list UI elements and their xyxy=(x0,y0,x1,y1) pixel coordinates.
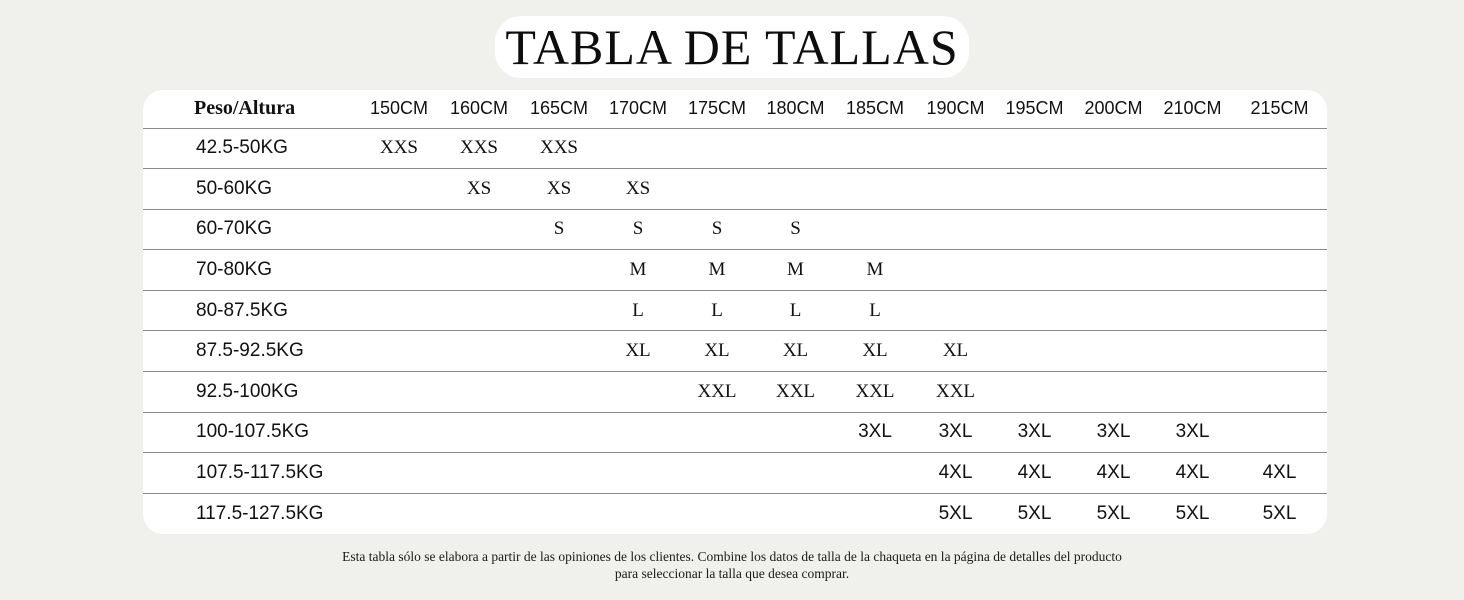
table-row xyxy=(143,372,1327,413)
size-cell: 3XL xyxy=(1017,421,1052,443)
table-row xyxy=(143,331,1327,372)
height-header: 160CM xyxy=(449,98,509,119)
size-cell xyxy=(995,290,1074,331)
height-header: 165CM xyxy=(529,98,589,119)
height-header: 200CM xyxy=(1084,98,1143,119)
size-cell: L xyxy=(869,299,881,321)
height-header: 195CM xyxy=(1005,98,1064,119)
size-cell xyxy=(1074,372,1153,413)
size-cell: XS xyxy=(625,177,651,199)
size-cell xyxy=(1232,169,1327,210)
size-cell xyxy=(916,290,995,331)
height-header: 190CM xyxy=(926,98,985,119)
disclaimer-line-2: para seleccionar la talla que desea comprar. xyxy=(614,566,850,581)
size-cell xyxy=(995,128,1074,169)
size-cell xyxy=(599,372,677,413)
height-header: 210CM xyxy=(1163,98,1222,119)
size-cell xyxy=(359,250,439,291)
size-cell xyxy=(834,169,916,210)
size-cell xyxy=(1153,169,1232,210)
size-cell xyxy=(757,453,834,494)
size-cell xyxy=(439,250,519,291)
size-cell: M xyxy=(787,259,804,281)
size-cell xyxy=(677,493,757,534)
size-cell: XXL xyxy=(855,380,895,402)
size-cell: XL xyxy=(625,340,651,362)
size-cell: 5XL xyxy=(1262,502,1297,524)
weight-label: 92.5-100KG xyxy=(196,380,299,402)
size-cell xyxy=(1153,250,1232,291)
size-cell xyxy=(359,209,439,250)
size-cell xyxy=(519,250,599,291)
size-cell: XL xyxy=(704,340,730,362)
size-cell xyxy=(1232,250,1327,291)
size-cell xyxy=(677,453,757,494)
size-cell xyxy=(1153,331,1232,372)
table-row xyxy=(143,453,1327,494)
size-cell: XXL xyxy=(935,380,976,402)
size-cell xyxy=(1232,331,1327,372)
weight-label: 117.5-127.5KG xyxy=(196,502,324,524)
size-cell: 3XL xyxy=(938,421,973,443)
height-header: 180CM xyxy=(766,98,825,119)
size-cell xyxy=(757,493,834,534)
table-row xyxy=(143,290,1327,331)
size-cell xyxy=(439,290,519,331)
size-cell xyxy=(677,128,757,169)
size-cell xyxy=(1153,209,1232,250)
size-cell xyxy=(519,453,599,494)
size-cell: XL xyxy=(862,340,888,362)
size-cell xyxy=(359,290,439,331)
disclaimer-note xyxy=(0,548,1464,582)
size-cell xyxy=(519,372,599,413)
height-header: 170CM xyxy=(608,98,668,119)
size-cell: 5XL xyxy=(1175,502,1210,524)
size-cell xyxy=(439,453,519,494)
size-cell xyxy=(599,128,677,169)
size-cell xyxy=(677,412,757,453)
height-header: 175CM xyxy=(687,98,747,119)
size-cell: 5XL xyxy=(1017,502,1052,524)
size-cell: XXS xyxy=(379,137,418,159)
size-cell: XL xyxy=(782,340,809,362)
size-cell xyxy=(359,331,439,372)
size-cell xyxy=(995,250,1074,291)
page-title: TABLA DE TALLAS xyxy=(495,16,968,78)
size-cell xyxy=(599,412,677,453)
size-cell: XXL xyxy=(775,380,816,402)
size-cell xyxy=(1153,372,1232,413)
size-cell xyxy=(439,412,519,453)
size-cell: 5XL xyxy=(1096,502,1131,524)
size-cell xyxy=(834,209,916,250)
weight-label: 70-80KG xyxy=(196,259,273,281)
size-cell xyxy=(1232,209,1327,250)
size-cell xyxy=(1074,250,1153,291)
disclaimer-line-1: Esta tabla sólo se elabora a partir de las opiniones de los clientes. Combine los datos de talla de la chaqueta en la página de detalles del producto xyxy=(342,549,1122,564)
height-header: 185CM xyxy=(845,98,905,119)
size-cell xyxy=(599,493,677,534)
size-cell xyxy=(359,372,439,413)
size-cell xyxy=(916,250,995,291)
corner-header: Peso/Altura xyxy=(194,97,296,120)
size-cell xyxy=(677,169,757,210)
size-cell: 4XL xyxy=(1096,462,1131,484)
size-cell xyxy=(1232,290,1327,331)
size-cell xyxy=(1153,128,1232,169)
table-row xyxy=(143,412,1327,453)
size-cell xyxy=(519,412,599,453)
size-cell: L xyxy=(711,299,723,321)
size-cell xyxy=(1153,290,1232,331)
weight-label: 80-87.5KG xyxy=(196,299,288,321)
size-cell: M xyxy=(866,259,884,281)
table-row xyxy=(143,128,1327,169)
size-cell xyxy=(359,412,439,453)
size-cell xyxy=(995,331,1074,372)
table-row xyxy=(143,250,1327,291)
size-cell: L xyxy=(789,299,802,321)
size-cell xyxy=(359,169,439,210)
size-cell xyxy=(439,493,519,534)
size-cell xyxy=(1232,128,1327,169)
size-cell xyxy=(995,209,1074,250)
table-row xyxy=(143,169,1327,210)
size-cell: XXL xyxy=(697,380,737,402)
size-cell: XL xyxy=(942,340,969,362)
size-cell xyxy=(439,331,519,372)
size-cell: M xyxy=(708,259,726,281)
size-cell xyxy=(439,209,519,250)
size-cell: S xyxy=(632,218,644,240)
table-row xyxy=(143,209,1327,250)
table-row xyxy=(143,493,1327,534)
weight-label: 107.5-117.5KG xyxy=(196,462,324,484)
size-cell: XS xyxy=(546,177,572,199)
size-cell: S xyxy=(790,218,801,240)
size-chart-card xyxy=(143,90,1327,534)
size-chart-table xyxy=(143,90,1327,534)
size-cell xyxy=(1232,372,1327,413)
table-body xyxy=(143,128,1327,534)
size-cell: XS xyxy=(466,177,492,199)
height-header: 150CM xyxy=(369,98,429,119)
size-cell xyxy=(439,372,519,413)
size-cell xyxy=(1074,290,1153,331)
size-cell: S xyxy=(711,218,723,240)
size-cell xyxy=(519,290,599,331)
size-cell: 3XL xyxy=(1175,421,1210,443)
table-header-row xyxy=(143,90,1327,128)
size-cell xyxy=(1074,331,1153,372)
weight-label: 87.5-92.5KG xyxy=(196,340,304,362)
size-cell xyxy=(916,209,995,250)
size-cell: S xyxy=(553,218,565,240)
size-cell: 5XL xyxy=(938,502,973,524)
size-cell: 4XL xyxy=(1262,462,1297,484)
size-cell xyxy=(834,493,916,534)
size-cell xyxy=(834,453,916,494)
size-cell: 4XL xyxy=(1175,462,1210,484)
size-cell: 4XL xyxy=(1017,462,1052,484)
size-cell xyxy=(757,412,834,453)
weight-label: 60-70KG xyxy=(196,218,273,240)
size-cell: 3XL xyxy=(858,421,892,443)
size-cell xyxy=(359,453,439,494)
size-cell xyxy=(995,372,1074,413)
size-cell xyxy=(916,128,995,169)
size-cell: XXS xyxy=(459,137,498,159)
size-cell xyxy=(1074,128,1153,169)
size-cell: L xyxy=(632,299,644,321)
size-cell xyxy=(757,169,834,210)
size-cell xyxy=(599,453,677,494)
size-cell xyxy=(519,493,599,534)
size-cell xyxy=(519,331,599,372)
size-cell: XXS xyxy=(539,137,578,159)
size-cell xyxy=(834,128,916,169)
weight-label: 42.5-50KG xyxy=(196,137,288,159)
size-cell xyxy=(1074,209,1153,250)
size-cell: 4XL xyxy=(938,462,973,484)
size-cell xyxy=(1232,412,1327,453)
weight-label: 100-107.5KG xyxy=(196,421,310,443)
weight-label: 50-60KG xyxy=(196,177,273,199)
size-cell xyxy=(359,493,439,534)
size-cell xyxy=(1074,169,1153,210)
size-cell: M xyxy=(629,259,647,281)
size-cell xyxy=(995,169,1074,210)
size-cell xyxy=(916,169,995,210)
size-cell: 3XL xyxy=(1096,421,1131,443)
height-header: 215CM xyxy=(1250,98,1309,119)
page-title-wrapper xyxy=(0,16,1464,78)
size-cell xyxy=(757,128,834,169)
